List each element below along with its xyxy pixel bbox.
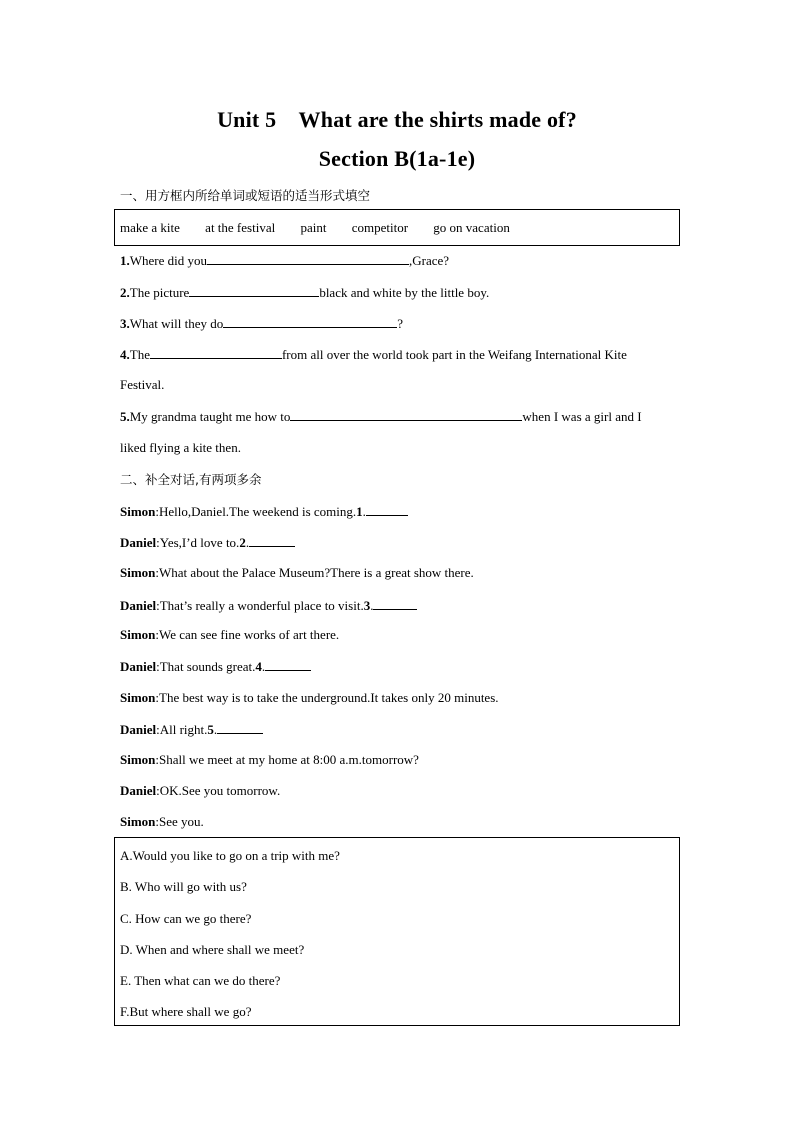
speaker-name: Simon <box>120 814 156 829</box>
dialogue-line <box>120 783 280 799</box>
part2-heading: 二、补全对话,有两项多余 <box>120 472 262 487</box>
answer-blank[interactable] <box>290 408 522 421</box>
answer-blank[interactable] <box>150 346 282 359</box>
question-number: 5. <box>120 409 130 424</box>
blank-number: 3 <box>363 598 371 613</box>
dialogue-line: Daniel:Yes,I’d love to.2. <box>120 534 295 551</box>
word-bank-item: make a kite <box>120 220 180 235</box>
answer-blank[interactable] <box>207 252 409 265</box>
question-text: ,Grace? <box>409 253 450 268</box>
question-2 <box>120 284 489 301</box>
speaker-name: Simon <box>120 565 156 580</box>
question-number: 2. <box>120 285 130 300</box>
answer-blank[interactable] <box>217 721 263 734</box>
question-text: Where did you <box>129 253 208 268</box>
blank-number: 1 <box>356 504 363 519</box>
dialogue-line <box>120 565 474 581</box>
part1-heading: 一、用方框内所给单词或短语的适当形式填空 <box>120 188 371 203</box>
question-3 <box>120 315 403 332</box>
question-5-continued: liked flying a kite then. <box>120 440 241 455</box>
dialogue-text: :See you. <box>155 814 204 829</box>
word-bank-box <box>114 209 680 246</box>
question-text: The picture <box>129 285 190 300</box>
dialogue-text: :We can see fine works of art there. <box>155 627 340 642</box>
speaker-name: Daniel <box>120 535 157 550</box>
answer-blank[interactable] <box>249 534 295 547</box>
speaker-name: Simon <box>120 627 156 642</box>
dialogue-text: :The best way is to take the underground.It takes only 20 minutes. <box>155 690 499 705</box>
dialogue-line <box>120 752 419 768</box>
page-subtitle: Section B(1a-1e) <box>318 146 476 171</box>
dialogue-line: Simon:Hello,Daniel.The weekend is coming.1. <box>120 503 408 520</box>
dialogue-text: :OK.See you tomorrow. <box>156 783 281 798</box>
option-item: B. Who will go with us? <box>120 879 247 894</box>
option-item: A.Would you like to go on a trip with me? <box>120 848 340 863</box>
question-text: What will they do <box>129 316 224 331</box>
dialogue-text: :What about the Palace Museum?There is a great show there. <box>155 565 474 580</box>
word-bank-row <box>120 220 532 236</box>
option-item: D. When and where shall we meet? <box>120 942 305 957</box>
word-bank-item: go on vacation <box>433 220 510 235</box>
answer-blank[interactable] <box>366 503 408 516</box>
question-number: 1. <box>120 253 130 268</box>
blank-number: 4 <box>255 659 262 674</box>
word-bank-item: at the festival <box>205 220 276 235</box>
question-text: ? <box>397 316 404 331</box>
option-item: C. How can we go there? <box>120 911 252 926</box>
speaker-name: Simon <box>120 504 156 519</box>
word-bank-item: competitor <box>351 220 409 235</box>
blank-number: 5 <box>207 722 214 737</box>
answer-blank[interactable] <box>223 315 397 328</box>
page-title: Unit 5 What are the shirts made of? <box>217 107 577 132</box>
dialogue-line <box>120 690 499 706</box>
question-5 <box>120 408 642 425</box>
option-item: F.But where shall we go? <box>120 1004 252 1019</box>
dialogue-text: :That sounds great. <box>156 659 256 674</box>
question-text: black and white by the little boy. <box>319 285 490 300</box>
answer-blank[interactable] <box>265 658 311 671</box>
question-text: from all over the world took part in the Weifang International Kite <box>281 347 627 362</box>
dialogue-text: :Yes,I’d love to. <box>156 535 240 550</box>
dialogue-line: Daniel:That’s really a wonderful place to visit.3. <box>120 597 417 614</box>
answer-blank[interactable] <box>189 284 319 297</box>
question-1 <box>120 252 449 269</box>
dialogue-line <box>120 814 204 830</box>
speaker-name: Daniel <box>120 783 157 798</box>
question-text: The <box>129 347 150 362</box>
dialogue-text: :Shall we meet at my home at 8:00 a.m.tomorrow? <box>155 752 419 767</box>
question-number: 4. <box>120 347 130 362</box>
speaker-name: Daniel <box>120 659 157 674</box>
speaker-name: Simon <box>120 752 156 767</box>
word-bank-item: paint <box>300 220 327 235</box>
options-box <box>114 837 680 1026</box>
dialogue-line <box>120 627 339 643</box>
dialogue-text: :All right. <box>156 722 208 737</box>
question-number: 3. <box>120 316 130 331</box>
question-text: when I was a girl and I <box>522 409 642 424</box>
dialogue-line: Daniel:That sounds great.4. <box>120 658 311 675</box>
question-4 <box>120 346 627 363</box>
question-4-continued: Festival. <box>120 377 165 392</box>
answer-blank[interactable] <box>373 597 417 610</box>
dialogue-text: :That’s really a wonderful place to visit. <box>156 598 364 613</box>
question-text: My grandma taught me how to <box>129 409 291 424</box>
option-item: E. Then what can we do there? <box>120 973 281 988</box>
dialogue-text: :Hello,Daniel.The weekend is coming. <box>155 504 357 519</box>
blank-number: 2 <box>239 535 246 550</box>
speaker-name: Simon <box>120 690 156 705</box>
dialogue-line: Daniel:All right.5. <box>120 721 263 738</box>
speaker-name: Daniel <box>120 598 157 613</box>
speaker-name: Daniel <box>120 722 157 737</box>
